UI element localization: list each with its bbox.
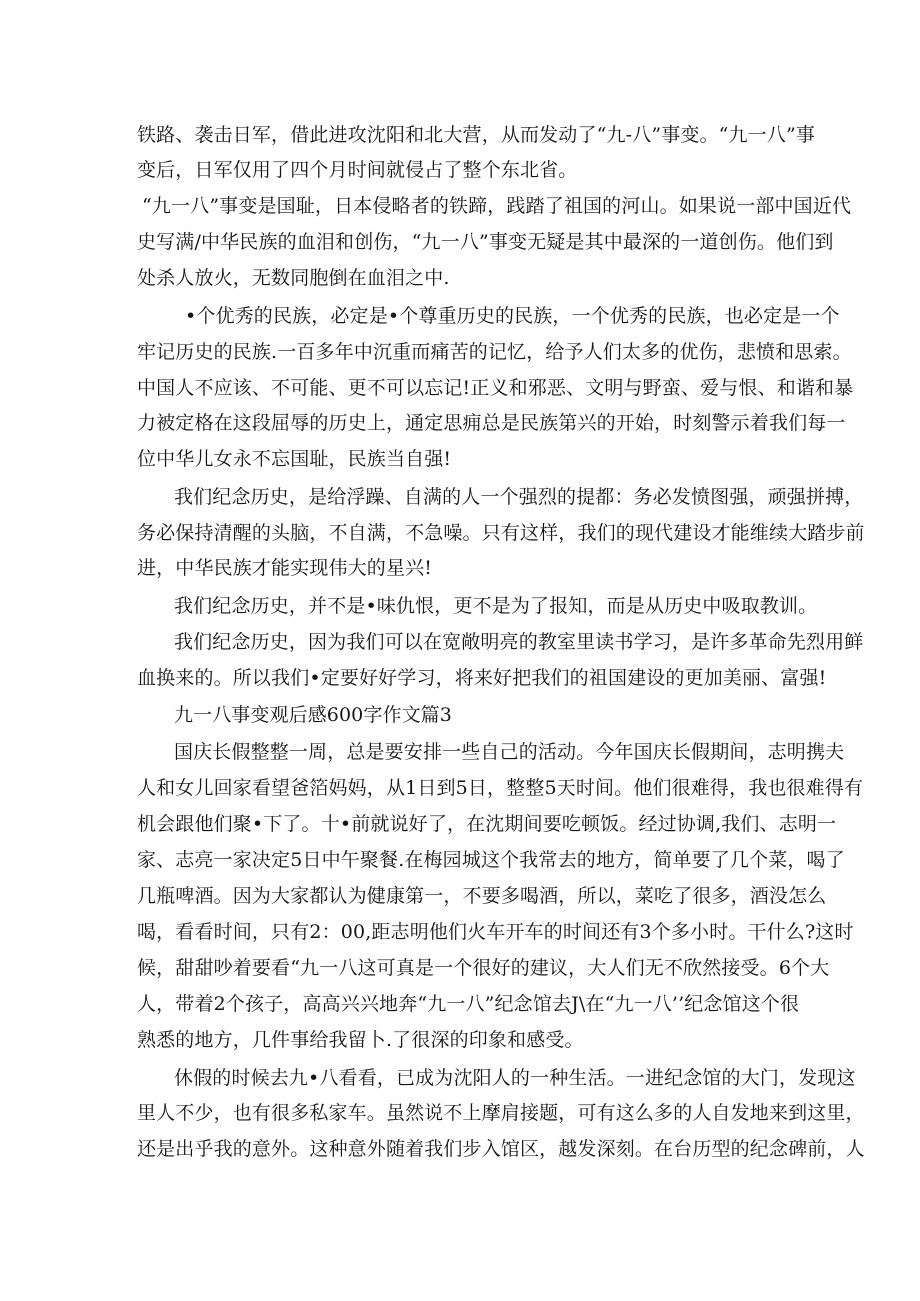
text-line: 还是出乎我的意外。这种意外随着我们步入馆区，越发深刻。在台历型的纪念碑前，人	[137, 1138, 865, 1160]
text-line: 我们纪念历史，并不是•味仇恨，更不是为了报知，而是从历史中吸取教训。	[174, 595, 818, 617]
text-line: 血换来的。所以我们•定要好好学习，将来好把我们的祖国建设的更加美丽、富强!	[137, 667, 827, 689]
text-line: 里人不少，也有很多私家车。虽然说不上摩肩接题，可有这么多的人自发地来到这里，	[137, 1102, 865, 1124]
text-line: 牢记历史的民族.一百多年中沉重而痛苦的记忆，给予人们太多的优伤，悲愤和思索。	[137, 341, 852, 363]
text-line: 史写满/中华民族的血泪和创伤，“九一八”事变无疑是其中最深的一道创伤。他们到	[137, 231, 834, 253]
text-line: 休假的时候去九•八看看，已成为沈阳人的一种生活。一进纪念馆的大门，发现这	[174, 1067, 856, 1089]
text-line: 国庆长假整整一周，总是要安排一些自己的活动。今年国庆长假期间，志明携夫	[174, 741, 845, 763]
text-line: •个优秀的民族，必定是•个尊重历史的民族，一个优秀的民族，也必定是一个	[185, 305, 840, 327]
text-line: 人和女儿回家看望爸箔妈妈，从1日到5日，整整5天时间。他们很难得，我也很难得有	[137, 777, 864, 799]
section-heading: 九一八事变观后感600字作文篇3	[174, 704, 452, 726]
text-line: 几瓶啤酒。因为大家都认为健康第一，不要多喝酒，所以，菜吃了很多，酒没怎么	[137, 885, 827, 907]
text-line: 处杀人放火，无数同胞倒在血泪之中.	[137, 267, 450, 289]
text-line: 候，甜甜吵着要看“九一八这可真是一个很好的建议，大人们无不欣然接受。6个大	[137, 957, 830, 979]
text-line: 力被定格在这段屈辱的历史上，通定思痈总是民族第兴的开始，时刻警示着我们每一	[137, 412, 846, 434]
text-line: 家、志亮一家决定5日中午聚餐.在梅园城这个我常去的地方，简单要了几个菜，喝了	[137, 849, 845, 871]
text-line: 变后，日军仅用了四个月时间就侵占了整个东北省。	[137, 159, 578, 181]
text-line: 人，带着2个孩子，高高兴兴地奔“九一八”纪念馆去J\在“九一八’’纪念馆这个很	[137, 993, 800, 1015]
text-line: 熟悉的地方，几件事给我留卜.了很深的印象和感受。	[137, 1029, 584, 1051]
text-line: 铁路、袭击日军，借此进攻沈阳和北大营，从而发动了“九-八”事变。“九一八”事	[137, 124, 815, 146]
text-line: 我们纪念历史，因为我们可以在宽敞明亮的教室里读书学习，是许多革命先烈用鲜	[174, 631, 864, 653]
text-line: 进，中华民族才能实现伟大的星兴!	[137, 557, 433, 579]
text-line: 喝，看看时间，只有2：00,距志明他们火车开车的时间还有3个多小时。干什么?这时	[137, 921, 854, 943]
text-line: 中国人不应该、不可能、更不可以忘记!正义和邪恶、文明与野蛮、爱与恨、和谐和暴	[137, 377, 854, 399]
text-line: “九一八”事变是国耻，日本侵略者的铁蹄，践踏了祖国的河山。如果说一部中国近代	[142, 195, 852, 217]
text-line: 机会跟他们聚•下了。十•前就说好了，在沈期间要吃顿饭。经过协调,我们、志明一	[137, 813, 837, 835]
text-line: 我们纪念历史，是给浮躁、自满的人一个强烈的提都：务必发愤图强，顽强拼搏，	[174, 486, 864, 508]
text-line: 位中华儿女永不忘国耻，民族当自强!	[137, 448, 452, 470]
text-line: 务必保持清醒的头脑，不自满，不急噪。只有这样，我们的现代建设才能维续大踏步前	[137, 522, 865, 544]
